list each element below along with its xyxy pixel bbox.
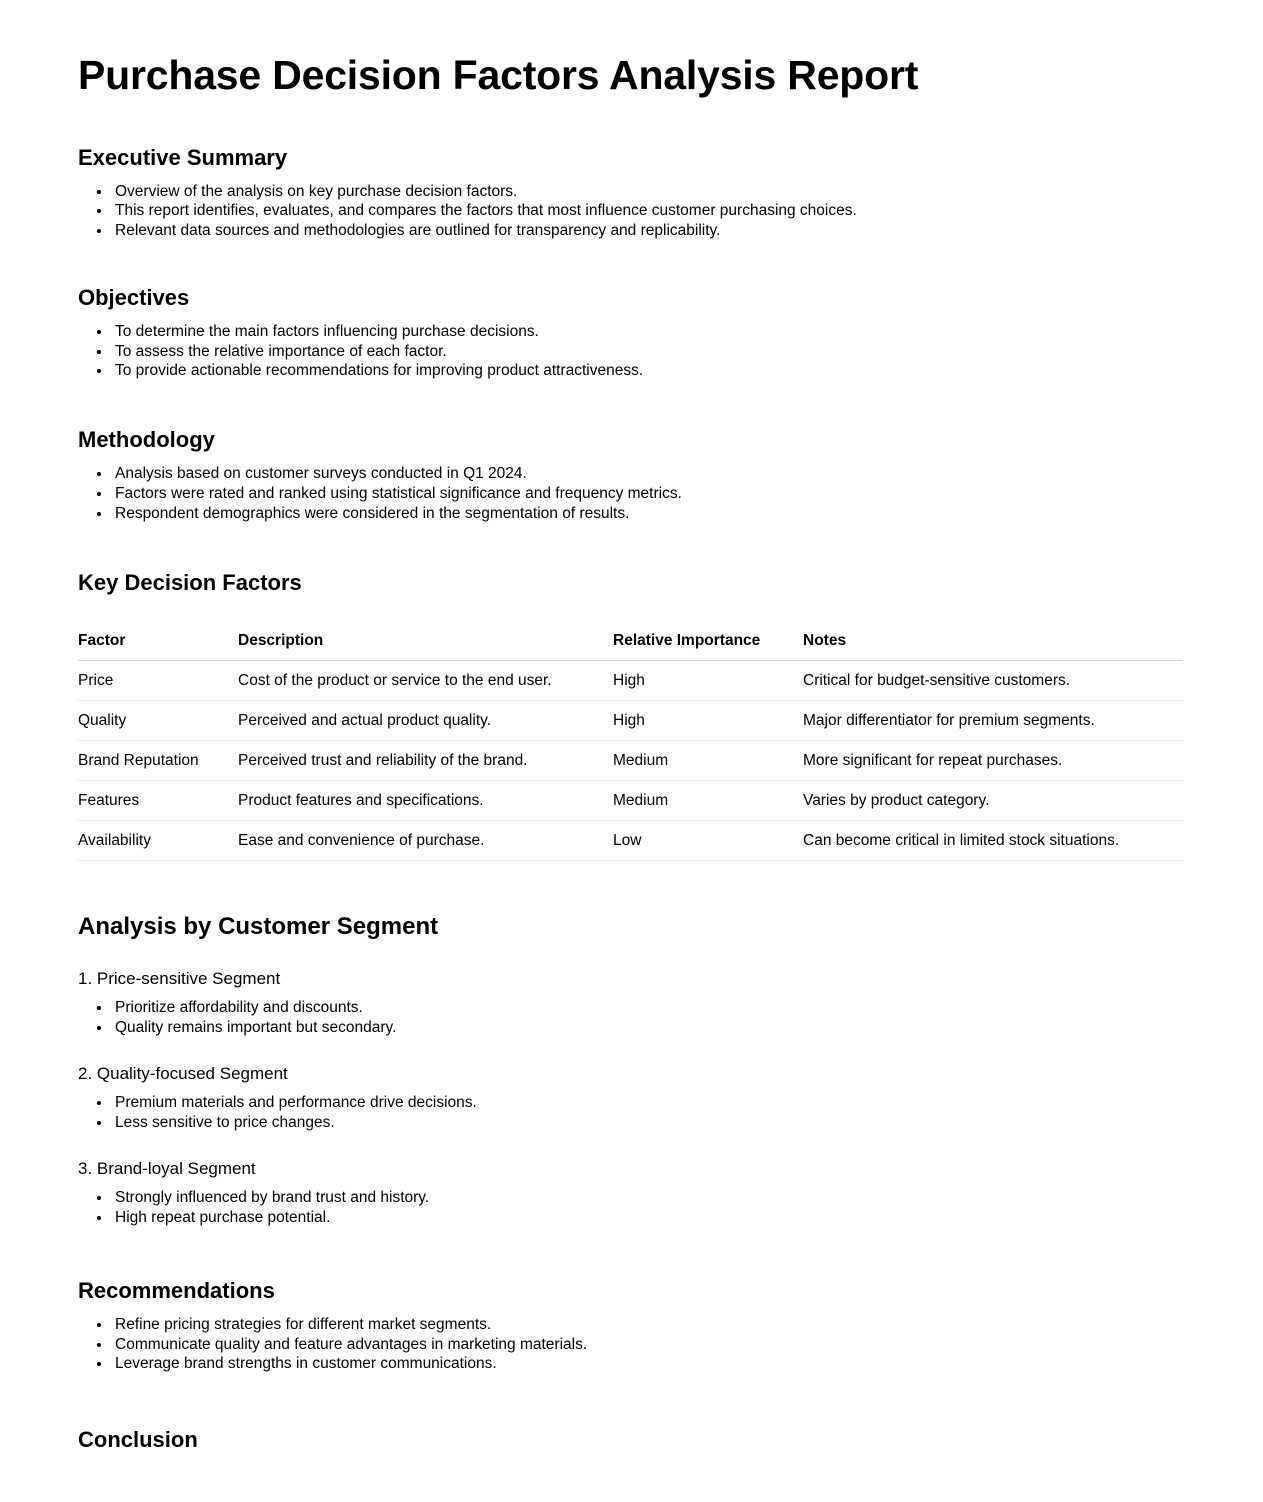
recommendations-list [78, 1316, 1185, 1375]
list-item: • Communicate quality and feature advantages in marketing materials. [112, 1336, 1185, 1355]
list-item: • Quality remains important but secondary. [112, 1019, 1185, 1038]
cell-factor: Availability [78, 820, 238, 860]
cell-factor: Features [78, 780, 238, 820]
list-item: • High repeat purchase potential. [112, 1209, 1185, 1228]
cell-factor: Brand Reputation [78, 740, 238, 780]
list-item: • Less sensitive to price changes. [112, 1114, 1185, 1133]
list-item: • Leverage brand strengths in customer communications. [112, 1355, 1185, 1374]
section-heading-recommendations: Recommendations [78, 1278, 275, 1304]
table-header-row [78, 622, 1183, 661]
section-heading-executive-summary: Executive Summary [78, 145, 288, 171]
list-item: • Prioritize affordability and discounts. [112, 999, 1185, 1018]
section-key-decision-factors [78, 570, 1185, 860]
cell-description: Ease and convenience of purchase. [238, 820, 613, 860]
list-item: • Premium materials and performance drive decisions. [112, 1094, 1185, 1113]
segment-quality-focused [78, 1064, 1185, 1133]
executive-summary-list [78, 183, 1185, 242]
cell-factor: Quality [78, 700, 238, 740]
list-item: • Analysis based on customer surveys conducted in Q1 2024. [112, 465, 1185, 484]
table-row [78, 700, 1183, 740]
segment-title: 3. Brand-loyal Segment [78, 1159, 256, 1179]
cell-notes: Critical for budget-sensitive customers. [803, 660, 1183, 700]
column-header-factor: Factor [78, 622, 238, 661]
cell-description: Cost of the product or service to the end user. [238, 660, 613, 700]
list-item: • Factors were rated and ranked using statistical significance and frequency metrics. [112, 485, 1185, 504]
cell-notes: Can become critical in limited stock situations. [803, 820, 1183, 860]
section-recommendations [78, 1278, 1185, 1374]
key-decision-factors-table [78, 622, 1183, 861]
methodology-list [78, 465, 1185, 524]
cell-importance: High [613, 660, 803, 700]
cell-notes: More significant for repeat purchases. [803, 740, 1183, 780]
cell-factor: Price [78, 660, 238, 700]
section-customer-segments [78, 913, 1185, 1228]
segment-list [78, 999, 1185, 1038]
table-row [78, 780, 1183, 820]
segment-brand-loyal [78, 1159, 1185, 1228]
cell-importance: Low [613, 820, 803, 860]
conclusion-heading-clip [78, 1427, 1185, 1453]
cell-notes: Varies by product category. [803, 780, 1183, 820]
list-item: • This report identifies, evaluates, and compares the factors that most influence customer purchasing choices. [112, 202, 1185, 221]
column-header-notes: Notes [803, 622, 1183, 661]
list-item: • Relevant data sources and methodologies are outlined for transparency and replicability. [112, 222, 1185, 241]
table-row [78, 660, 1183, 700]
section-heading-conclusion: Conclusion [78, 1427, 198, 1453]
column-header-description: Description [238, 622, 613, 661]
list-item: • Respondent demographics were considered in the segmentation of results. [112, 505, 1185, 524]
page-title: Purchase Decision Factors Analysis Report [78, 52, 919, 98]
list-item: • To assess the relative importance of each factor. [112, 343, 1185, 362]
cell-importance: High [613, 700, 803, 740]
column-header-importance: Relative Importance [613, 622, 803, 661]
cell-notes: Major differentiator for premium segments. [803, 700, 1183, 740]
segment-list [78, 1094, 1185, 1133]
section-conclusion [78, 1427, 1185, 1453]
section-methodology [78, 427, 1185, 523]
objectives-list [78, 323, 1185, 382]
cell-description: Perceived and actual product quality. [238, 700, 613, 740]
cell-description: Product features and specifications. [238, 780, 613, 820]
list-item: • Overview of the analysis on key purchase decision factors. [112, 183, 1185, 202]
section-heading-objectives: Objectives [78, 285, 190, 311]
table-head [78, 622, 1183, 661]
segment-title: 2. Quality-focused Segment [78, 1063, 288, 1083]
table-body [78, 660, 1183, 860]
segment-list [78, 1189, 1185, 1228]
list-item: • Refine pricing strategies for different market segments. [112, 1316, 1185, 1335]
section-heading-methodology: Methodology [78, 427, 215, 453]
list-item: • To determine the main factors influencing purchase decisions. [112, 323, 1185, 342]
list-item: • Strongly influenced by brand trust and history. [112, 1189, 1185, 1208]
section-heading-customer-segments: Analysis by Customer Segment [78, 912, 439, 940]
section-executive-summary [78, 145, 1185, 241]
cell-importance: Medium [613, 740, 803, 780]
table-row [78, 820, 1183, 860]
table-row [78, 740, 1183, 780]
section-objectives [78, 285, 1185, 381]
list-item: • To provide actionable recommendations for improving product attractiveness. [112, 362, 1185, 381]
section-heading-key-decision-factors: Key Decision Factors [78, 570, 302, 596]
segment-price-sensitive [78, 969, 1185, 1038]
cell-description: Perceived trust and reliability of the brand. [238, 740, 613, 780]
segment-title: 1. Price-sensitive Segment [78, 968, 281, 988]
cell-importance: Medium [613, 780, 803, 820]
